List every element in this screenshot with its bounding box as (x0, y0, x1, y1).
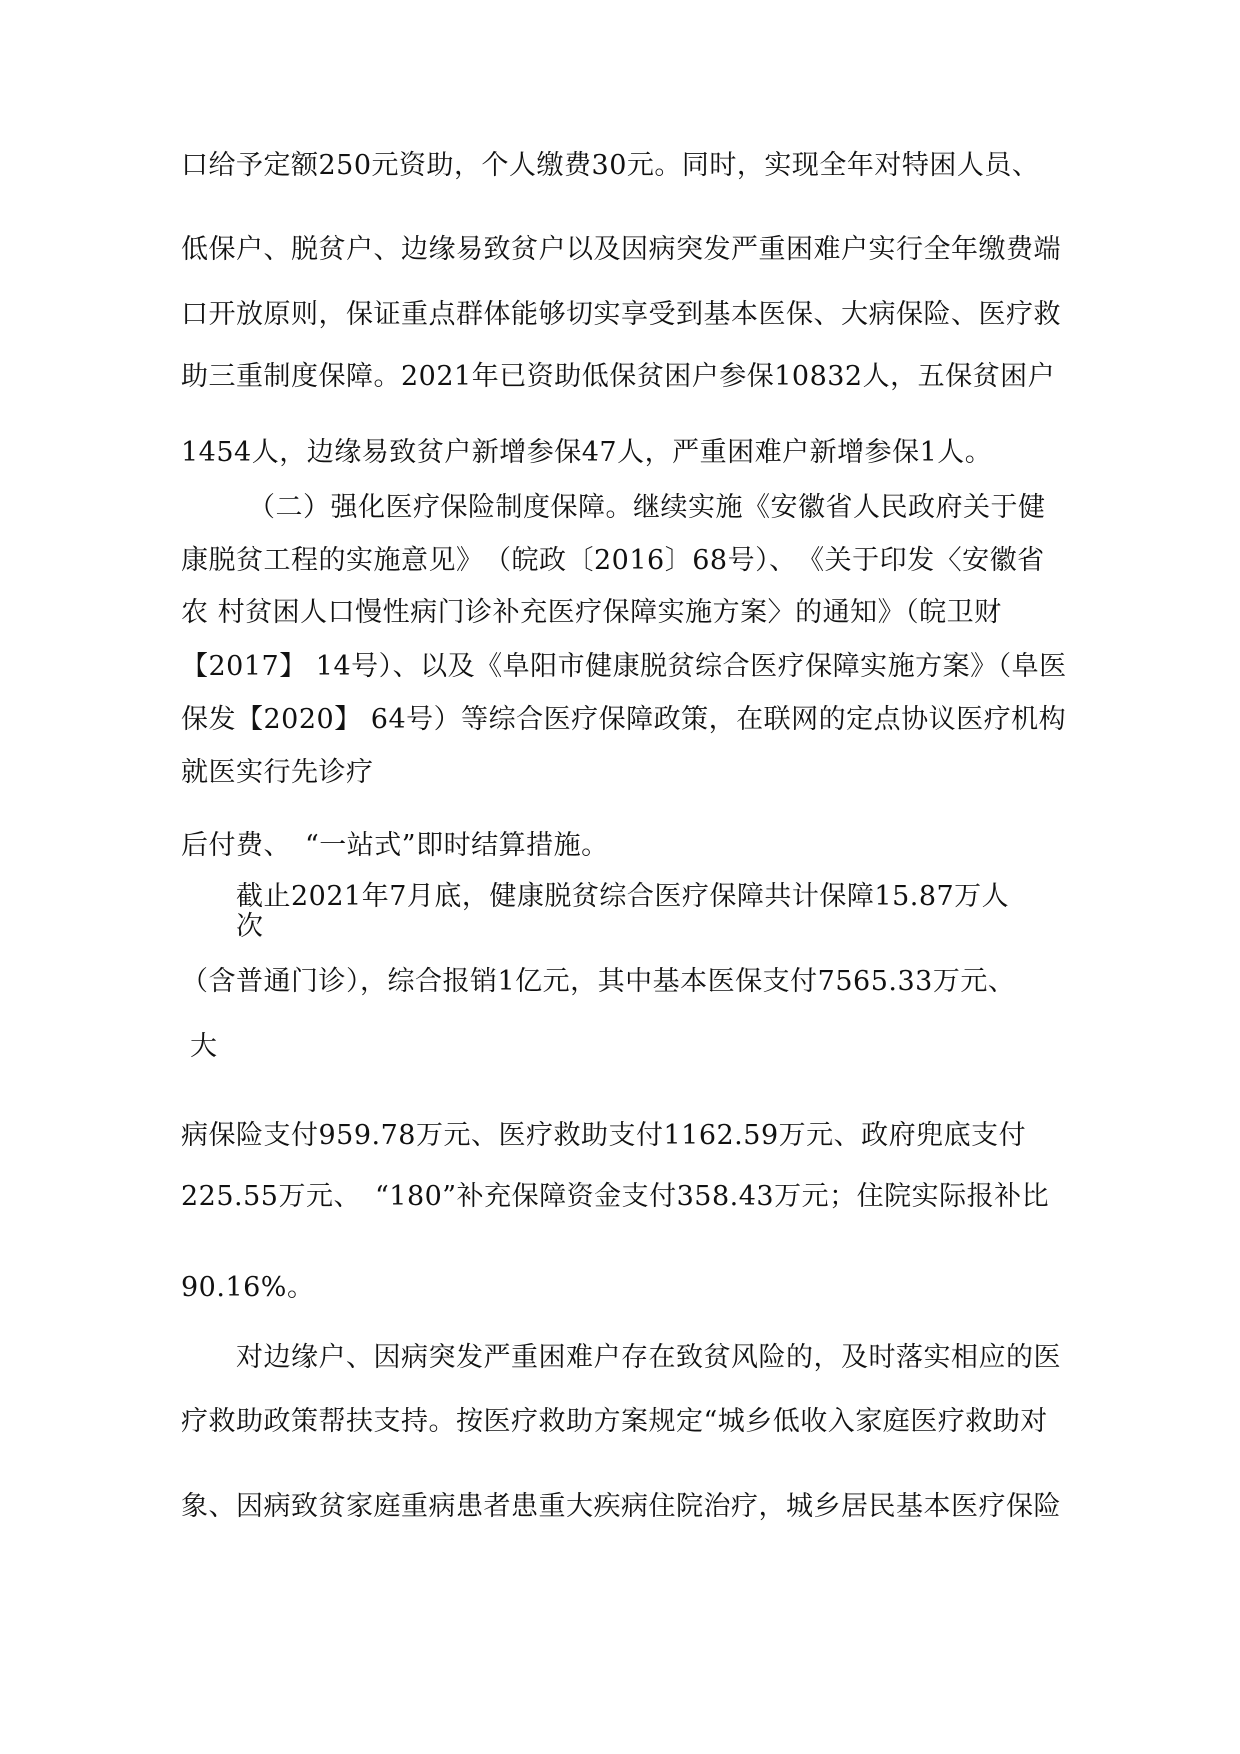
text-line: 口开放原则，保证重点群体能够切实享受到基本医保、大病保险、医疗救 (181, 299, 1061, 330)
text-line: 助三重制度保障。2021年已资助低保贫困户参保10832人，五保贫困户 (181, 361, 1056, 392)
text-line: 1454人，边缘易致贫户新增参保47人，严重困难户新增参保1人。 (181, 437, 993, 468)
text-line: 【2017】 14号）、以及《阜阳市健康脱贫综合医疗保障实施方案》（阜医 (181, 651, 1067, 682)
text-line: 对边缘户、因病突发严重困难户存在致贫风险的，及时落实相应的医 (236, 1342, 1061, 1373)
text-line: 低保户、脱贫户、边缘易致贫户以及因病突发严重困难户实行全年缴费端 (181, 234, 1061, 265)
text-line: 截止2021年7月底，健康脱贫综合医疗保障共计保障15.87万人 (236, 881, 1010, 912)
text-line: 病保险支付959.78万元、医疗救助支付1162.59万元、政府兜底支付 (181, 1120, 1027, 1151)
text-line: 就医实行先诊疗 (181, 757, 374, 788)
text-line: 225.55万元、 “180”补充保障资金支付358.43万元；住院实际报补比 (181, 1181, 1050, 1212)
text-line: （含普通门诊），综合报销1亿元，其中基本医保支付7565.33万元、 (181, 966, 1016, 997)
text-line: 象、因病致贫家庭重病患者患重大疾病住院治疗，城乡居民基本医疗保险 (181, 1491, 1061, 1522)
text-line: 次 (236, 911, 264, 942)
text-line: 口给予定额250元资助，个人缴费30元。同时，实现全年对特困人员、 (181, 150, 1040, 181)
text-line: 农 村贫困人口慢性病门诊补充医疗保障实施方案〉的通知》（皖卫财 (181, 597, 1002, 628)
text-line: （二）强化医疗保险制度保障。继续实施《安徽省人民政府关于健 (248, 492, 1046, 523)
text-line: 大 (190, 1031, 218, 1062)
text-line: 疗救助政策帮扶支持。按医疗救助方案规定“城乡低收入家庭医疗救助对 (181, 1406, 1048, 1437)
text-line: 保发【2020】 64号）等综合医疗保障政策，在联网的定点协议医疗机构 (181, 704, 1067, 735)
text-line: 90.16%。 (181, 1272, 315, 1303)
text-line: 康脱贫工程的实施意见》 （皖政〔2016〕68号）、 《关于印发〈安徽省 (181, 545, 1045, 576)
text-line: 后付费、 “一站式”即时结算措施。 (181, 830, 609, 861)
